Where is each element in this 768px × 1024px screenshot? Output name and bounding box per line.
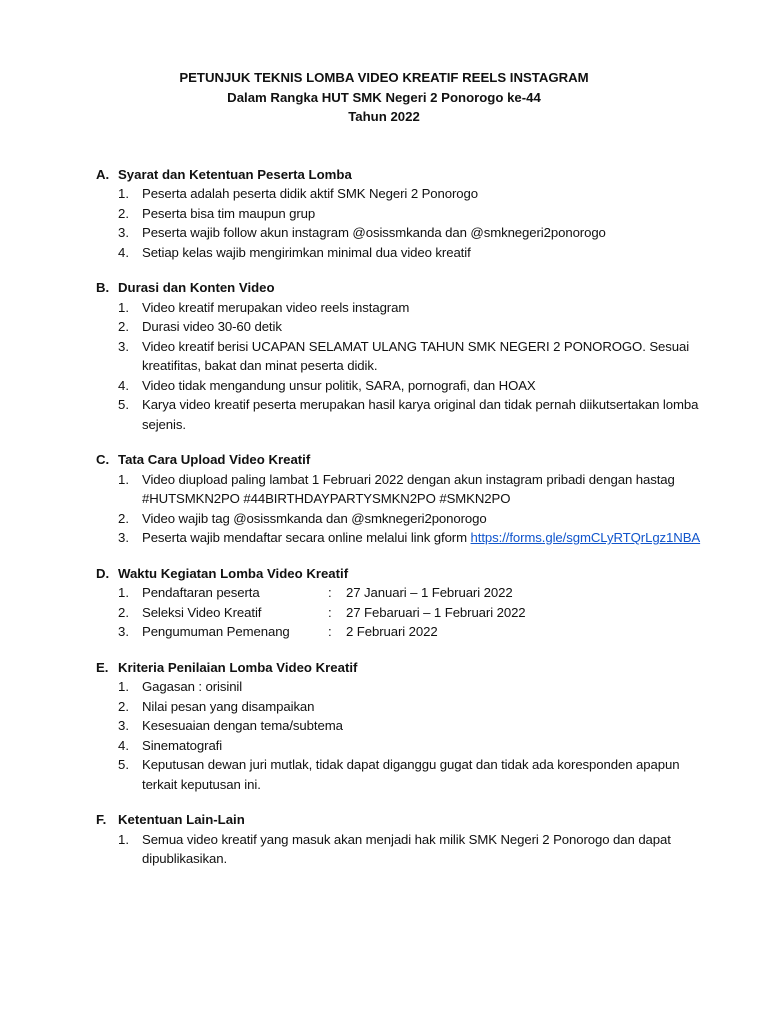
item-number: 1. xyxy=(118,585,129,600)
gform-link[interactable]: https://forms.gle/sgmCLyRTQrLgz1NBA xyxy=(470,530,701,545)
section-letter: D. xyxy=(96,565,110,581)
item-number: 1. xyxy=(118,471,129,487)
section-b xyxy=(96,278,704,434)
schedule-colon: : xyxy=(328,585,332,600)
list-item xyxy=(96,337,704,376)
item-number: 4. xyxy=(118,377,129,393)
list-item xyxy=(96,716,704,736)
section-heading xyxy=(96,165,704,185)
item-text: Peserta wajib mendaftar secara online melalui link gform xyxy=(142,530,471,545)
list-item xyxy=(96,509,704,529)
section-a xyxy=(96,165,704,263)
item-text: Setiap kelas wajib mengirimkan minimal dua video kreatif xyxy=(142,244,471,260)
item-number: 3. xyxy=(118,225,129,240)
list-item xyxy=(96,298,704,318)
document-title xyxy=(64,68,704,127)
section-title: Ketentuan Lain-Lain xyxy=(118,812,245,827)
item-text: Peserta adalah peserta didik aktif SMK Negeri 2 Ponorogo xyxy=(142,186,479,201)
item-number: 5. xyxy=(118,757,129,772)
list-item xyxy=(96,528,704,548)
section-e xyxy=(96,658,704,795)
section-c xyxy=(96,450,704,548)
schedule-row xyxy=(96,603,704,623)
item-text: Gagasan : orisinil xyxy=(142,679,243,694)
list-item xyxy=(96,395,704,434)
item-text: Peserta bisa tim maupun grup xyxy=(142,205,316,221)
section-list xyxy=(96,184,704,262)
schedule-label: Seleksi Video Kreatif xyxy=(142,604,262,620)
list-item xyxy=(96,184,704,204)
schedule-entry xyxy=(142,603,704,623)
list-item xyxy=(96,697,704,717)
section-title: Durasi dan Konten Video xyxy=(118,280,275,295)
item-number: 1. xyxy=(118,831,129,847)
section-letter: F. xyxy=(96,812,107,827)
list-item xyxy=(96,830,704,869)
item-text: Semua video kreatif yang masuk akan menjadi hak milik SMK Negeri 2 Ponorogo dan dapat dipublikasikan. xyxy=(142,831,671,866)
section-heading xyxy=(96,810,704,830)
schedule-row xyxy=(96,583,704,603)
schedule-colon: : xyxy=(328,604,332,620)
schedule-value: 27 Januari – 1 Februari 2022 xyxy=(346,585,513,600)
item-number: 1. xyxy=(118,299,129,315)
section-heading xyxy=(96,278,704,298)
item-number: 2. xyxy=(118,604,129,620)
item-text: Video tidak mengandung unsur politik, SARA, pornografi, dan HOAX xyxy=(142,377,536,393)
section-heading xyxy=(96,450,704,470)
schedule-entry xyxy=(142,583,704,603)
schedule-row xyxy=(96,622,704,642)
item-text: Durasi video 30-60 detik xyxy=(142,319,282,334)
list-item xyxy=(96,470,704,509)
list-item xyxy=(96,736,704,756)
item-number: 2. xyxy=(118,205,129,221)
section-letter: C. xyxy=(96,452,110,467)
list-item xyxy=(96,223,704,243)
section-title: Tata Cara Upload Video Kreatif xyxy=(118,452,311,467)
schedule-label: Pendaftaran peserta xyxy=(142,585,260,600)
section-title: Waktu Kegiatan Lomba Video Kreatif xyxy=(118,565,349,581)
section-letter: A. xyxy=(96,166,110,182)
title-line-1: PETUNJUK TEKNIS LOMBA VIDEO KREATIF REELS INSTAGRAM xyxy=(179,70,589,85)
item-number: 2. xyxy=(118,698,129,714)
item-number: 5. xyxy=(118,397,129,412)
section-letter: B. xyxy=(96,280,110,295)
item-number: 4. xyxy=(118,244,129,260)
item-number: 3. xyxy=(118,624,129,639)
item-text: Video wajib tag @osissmkanda dan @smknegeri2ponorogo xyxy=(142,510,487,526)
item-text: Peserta wajib follow akun instagram @osissmkanda dan @smknegeri2ponorogo xyxy=(142,225,606,240)
schedule-colon: : xyxy=(328,624,332,639)
section-d xyxy=(96,564,704,642)
item-text: Karya video kreatif peserta merupakan hasil karya original dan tidak pernah diikutsertakan lomba sejenis. xyxy=(142,397,699,432)
item-number: 1. xyxy=(118,679,129,694)
item-number: 3. xyxy=(118,338,129,354)
item-number: 2. xyxy=(118,319,129,334)
list-item xyxy=(96,376,704,396)
list-item xyxy=(96,677,704,697)
schedule-label: Pengumuman Pemenang xyxy=(142,624,290,639)
schedule-value: 2 Februari 2022 xyxy=(346,624,438,639)
item-number: 3. xyxy=(118,530,129,545)
schedule-value: 27 Febaruari – 1 Februari 2022 xyxy=(346,604,526,620)
section-f xyxy=(96,810,704,869)
item-text: Video kreatif berisi UCAPAN SELAMAT ULANG TAHUN SMK NEGERI 2 PONOROGO. Sesuai kreatifitas, bakat dan minat peserta didik. xyxy=(142,338,690,373)
item-text: Nilai pesan yang disampaikan xyxy=(142,698,315,714)
list-item xyxy=(96,755,704,794)
schedule-entry xyxy=(142,622,704,642)
item-text: Sinematografi xyxy=(142,737,223,753)
section-heading xyxy=(96,564,704,584)
list-item xyxy=(96,317,704,337)
section-list xyxy=(96,830,704,869)
item-number: 1. xyxy=(118,186,129,201)
item-text: Video kreatif merupakan video reels instagram xyxy=(142,299,410,315)
list-item xyxy=(96,243,704,263)
section-list xyxy=(96,470,704,548)
section-title: Syarat dan Ketentuan Peserta Lomba xyxy=(118,166,352,182)
item-text: Video diupload paling lambat 1 Februari 2022 dengan akun instagram pribadi dengan hastag #HUTSMKN2PO #44BIRTHDAYPARTYSMKN2PO #SMKN2PO xyxy=(142,471,675,506)
schedule-list xyxy=(96,583,704,642)
section-list xyxy=(96,677,704,794)
section-list xyxy=(96,298,704,435)
title-line-3: Tahun 2022 xyxy=(348,109,420,124)
section-letter: E. xyxy=(96,659,109,675)
item-text: Kesesuaian dengan tema/subtema xyxy=(142,718,343,733)
list-item xyxy=(96,204,704,224)
section-title: Kriteria Penilaian Lomba Video Kreatif xyxy=(118,659,358,675)
title-line-2: Dalam Rangka HUT SMK Negeri 2 Ponorogo ke-44 xyxy=(227,89,541,105)
item-number: 3. xyxy=(118,718,129,733)
sections xyxy=(96,165,704,869)
item-number: 2. xyxy=(118,510,129,526)
item-text-container xyxy=(142,528,704,548)
section-heading xyxy=(96,658,704,678)
item-text: Keputusan dewan juri mutlak, tidak dapat diganggu gugat dan tidak ada koresponden apapun terkait keputusan ini. xyxy=(142,757,680,792)
item-number: 4. xyxy=(118,737,129,753)
